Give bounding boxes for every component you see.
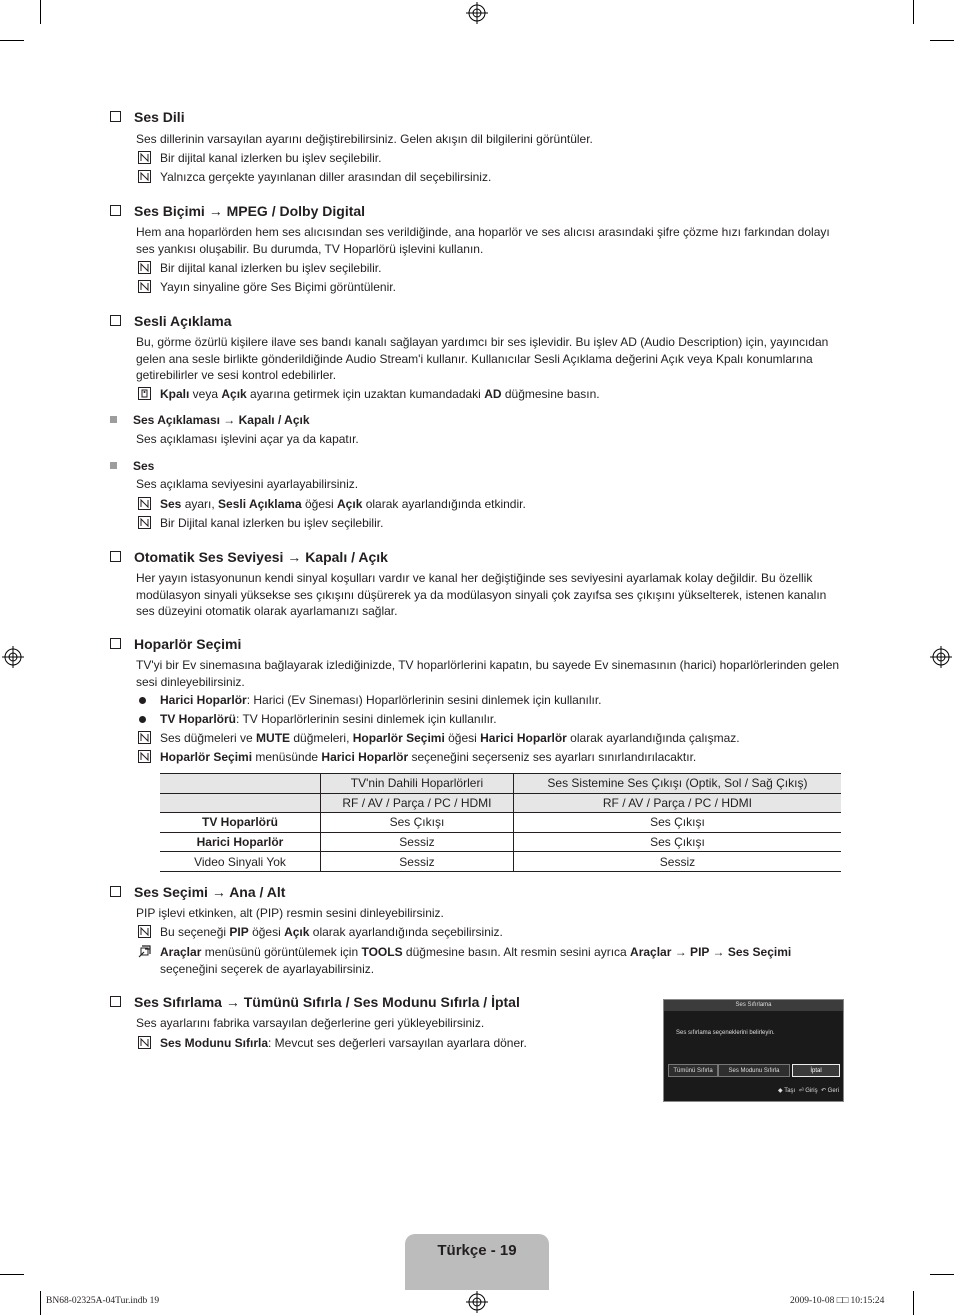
crop-mark	[40, 1291, 41, 1315]
note: Yayın sinyaline göre Ses Biçimi görüntülenir.	[136, 279, 844, 296]
note: Bir dijital kanal izlerken bu işlev seçilebilir.	[136, 150, 844, 167]
table-cell: RF / AV / Parça / PC / HDMI	[513, 793, 841, 813]
paragraph: TV'yi bir Ev sinemasına bağlayarak izlediğinizde, TV hoparlörlerini kapatın, bu sayede Ev sinemasının (harici) hoparlörlerinden gelen sesi dinleyebilirsiniz.	[136, 658, 840, 689]
paragraph: Ses açıklama seviyesini ayarlayabilirsiniz.	[136, 477, 359, 491]
square-bullet-icon	[110, 416, 117, 423]
table-cell: Ses Çıkışı	[321, 813, 514, 833]
return-icon: ↶	[820, 1088, 826, 1094]
table-cell: Ses Çıkışı	[513, 813, 841, 833]
crop-mark	[0, 1274, 24, 1275]
remote-note: Kpalı veya Açık ayarına getirmek için uzaktan kumandadaki AD düğmesine basın.	[136, 386, 844, 403]
checkbox-bullet-icon	[110, 315, 121, 326]
tools-note: Araçlar menüsünü görüntülemek için TOOLS düğmesine basın. Alt resmin sesini ayrıca Araçlar → PIP → Ses Seçimi seçeneğini seçerek de ayarlayabilirsiniz.	[136, 944, 844, 977]
move-icon: ◆	[778, 1088, 783, 1094]
table-cell	[160, 774, 321, 794]
subsection-heading: Ses	[110, 458, 154, 474]
note: Bu seçeneği PIP öğesi Açık olarak ayarlandığında seçebilirsiniz.	[136, 924, 844, 941]
table-row	[160, 832, 841, 852]
paragraph: Her yayın istasyonunun kendi sinyal koşulları vardır ve kanal her değiştiğinde ses seviyesini ayarlamak kolay değildir. Bu özellik modülasyon sinyali yüksekse ses çıkışını düşürerek ya da modülasyon sinyali çok zayıfsa ses çıkışını yükselterek, istenen kanalın ses düzeyini otomatik olarak ayarlamanızı sağlar.	[136, 571, 827, 618]
note-icon	[138, 151, 151, 164]
paragraph: Ses dillerinin varsayılan ayarını değiştirebilirsiniz. Gelen akışın dil bilgilerini görüntüler.	[136, 132, 593, 146]
footer-right: 2009-10-08 □□ 10:15:24	[790, 1296, 885, 1306]
registration-mark-icon	[2, 646, 24, 668]
table-cell: Ses Çıkışı	[513, 832, 841, 852]
note-icon	[138, 516, 151, 529]
table-cell: Ses Sistemine Ses Çıkışı (Optik, Sol / Sağ Çıkış)	[513, 774, 841, 794]
table-row	[160, 813, 841, 833]
table-cell: TV'nin Dahili Hoparlörleri	[321, 774, 514, 794]
crop-mark	[930, 1274, 954, 1275]
crop-mark	[0, 40, 24, 41]
speaker-table	[160, 773, 841, 872]
section-heading: Ses Dili	[110, 108, 185, 126]
enter-icon: ⏎	[798, 1088, 804, 1094]
section-heading: Sesli Açıklama	[110, 312, 232, 330]
table-cell: Video Sinyali Yok	[160, 852, 321, 872]
section-heading: Hoparlör Seçimi	[110, 635, 241, 653]
table-cell: Sessiz	[321, 852, 514, 872]
table-cell: Harici Hoparlör	[160, 832, 321, 852]
bullet-item: TV Hoparlörü: TV Hoparlörlerinin sesini dinlemek için kullanılır.	[136, 711, 844, 728]
checkbox-bullet-icon	[110, 111, 121, 122]
note-icon	[138, 731, 151, 744]
note-icon	[138, 750, 151, 763]
note-icon	[138, 1036, 151, 1049]
section-heading: Ses Sıfırlama → Tümünü Sıfırla / Ses Modunu Sıfırla / İptal	[110, 993, 520, 1011]
osd-title: Ses Sıfırlama	[664, 1000, 843, 1011]
note-icon	[138, 497, 151, 510]
bullet-dot-icon	[139, 697, 146, 704]
reset-all-button[interactable]: Tümünü Sıfırla	[668, 1064, 718, 1077]
osd-message: Ses sıfırlama seçeneklerini belirleyin.	[676, 1030, 775, 1036]
note: Bir dijital kanal izlerken bu işlev seçilebilir.	[136, 260, 844, 277]
table-header-row	[160, 793, 841, 813]
section-heading: Ses Seçimi → Ana / Alt	[110, 883, 285, 901]
table-cell: Sessiz	[321, 832, 514, 852]
paragraph: PIP işlevi etkinken, alt (PIP) resmin sesini dinleyebilirsiniz.	[136, 906, 444, 920]
table-row	[160, 852, 841, 872]
note-icon	[138, 170, 151, 183]
paragraph: Bu, görme özürlü kişilere ilave ses bandı kanalı sağlayan yardımcı bir ses işlevidir. Bu işlev AD (Audio Description) için, yayıncıdan gelen ana sesle birlikte gönderildiğinde Audio Stream'i kullanır. Kullanıcılar Sesli Açıklama değerini Açık veya Kpalı konumlarına getirebilirler ve sesi kontrol edebilirler.	[136, 335, 829, 382]
table-cell	[160, 793, 321, 813]
checkbox-bullet-icon	[110, 205, 121, 216]
osd-footer: ◆ Taşı ⏎ Giriş ↶ Geri	[778, 1088, 839, 1094]
subsection-heading: Ses Açıklaması → Kapalı / Açık	[110, 412, 310, 428]
note-icon	[138, 925, 151, 938]
square-bullet-icon	[110, 462, 117, 469]
note: Bir Dijital kanal izlerken bu işlev seçilebilir.	[136, 515, 844, 532]
note: Ses ayarı, Sesli Açıklama öğesi Açık olarak ayarlandığında etkindir.	[136, 496, 844, 513]
checkbox-bullet-icon	[110, 996, 121, 1007]
reset-sound-mode-button[interactable]: Ses Modunu Sıfırla	[718, 1064, 790, 1077]
checkbox-bullet-icon	[110, 886, 121, 897]
page-number: Türkçe - 19	[437, 1242, 517, 1259]
tools-icon	[138, 945, 151, 958]
table-header-row	[160, 774, 841, 794]
paragraph: Ses açıklaması işlevini açar ya da kapatır.	[136, 432, 359, 446]
cancel-button[interactable]: İptal	[792, 1064, 840, 1077]
crop-mark	[40, 0, 41, 24]
registration-mark-icon	[466, 2, 488, 24]
checkbox-bullet-icon	[110, 551, 121, 562]
registration-mark-icon	[930, 646, 952, 668]
note: Hoparlör Seçimi menüsünde Harici Hoparlör seçeneğini seçerseniz ses ayarları sınırlandırılacaktır.	[136, 749, 844, 766]
osd-reset-dialog	[663, 999, 844, 1102]
registration-mark-icon	[466, 1291, 488, 1313]
note-icon	[138, 261, 151, 274]
crop-mark	[913, 1291, 914, 1315]
bullet-dot-icon	[139, 716, 146, 723]
crop-mark	[913, 0, 914, 24]
crop-mark	[930, 40, 954, 41]
checkbox-bullet-icon	[110, 638, 121, 649]
note: Ses Modunu Sıfırla: Mevcut ses değerleri varsayılan ayarlara döner.	[136, 1035, 636, 1052]
footer-left: BN68-02325A-04Tur.indb 19	[46, 1296, 160, 1306]
note-icon	[138, 280, 151, 293]
remote-button-icon	[138, 387, 151, 400]
paragraph: Ses ayarlarını fabrika varsayılan değerlerine geri yükleyebilirsiniz.	[136, 1016, 485, 1030]
table-cell: TV Hoparlörü	[160, 813, 321, 833]
section-heading: Otomatik Ses Seviyesi → Kapalı / Açık	[110, 548, 388, 566]
paragraph: Hem ana hoparlörden hem ses alıcısından ses verildiğinde, ana hoparlör ve ses alıcısı arasındaki şifre çözme hızı farkından dolayı ses yankısı oluşabilir. Bu durumda, TV Hoparlörü işlevini kullanın.	[136, 225, 830, 256]
section-heading: Ses Biçimi → MPEG / Dolby Digital	[110, 202, 365, 220]
table-cell: RF / AV / Parça / PC / HDMI	[321, 793, 514, 813]
table-cell: Sessiz	[513, 852, 841, 872]
note: Yalnızca gerçekte yayınlanan diller arasından dil seçebilirsiniz.	[136, 169, 844, 186]
bullet-item: Harici Hoparlör: Harici (Ev Sineması) Hoparlörlerinin sesini dinlemek için kullanılır.	[136, 692, 844, 709]
note: Ses düğmeleri ve MUTE düğmeleri, Hoparlör Seçimi öğesi Harici Hoparlör olarak ayarlandığında çalışmaz.	[136, 730, 844, 747]
